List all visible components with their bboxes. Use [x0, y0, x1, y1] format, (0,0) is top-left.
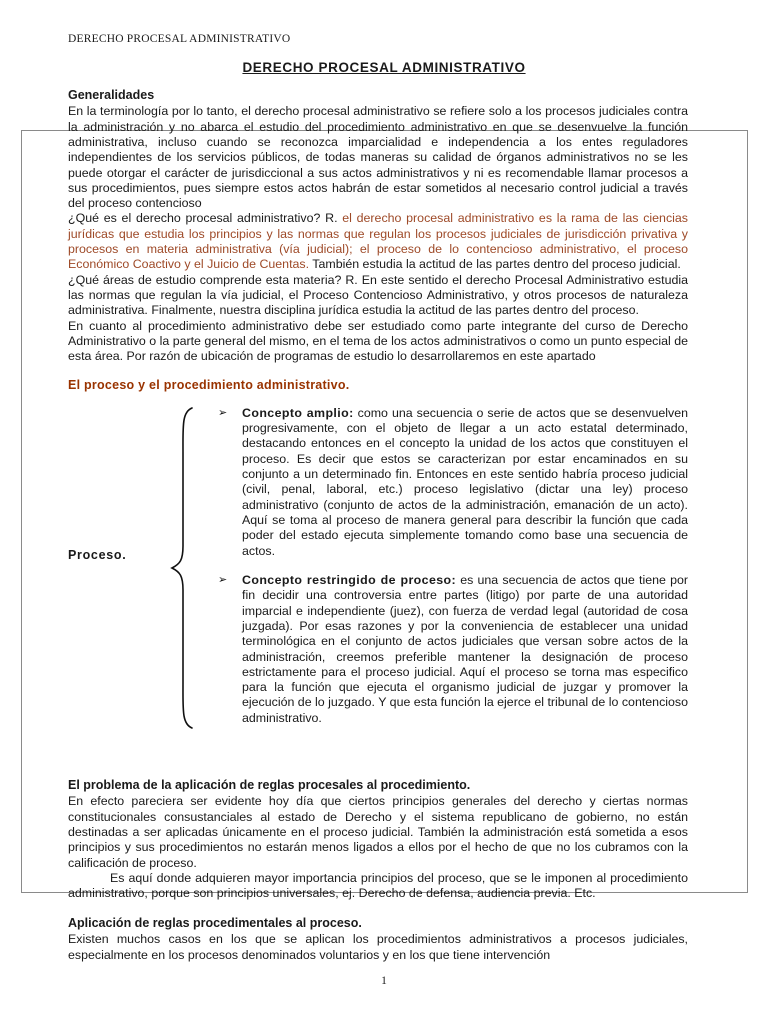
arrow-bullet-icon: ➢ [218, 572, 228, 586]
heading-generalidades: Generalidades [68, 88, 155, 102]
list-item [218, 573, 688, 726]
running-header: DERECHO PROCESAL ADMINISTRATIVO [68, 33, 291, 45]
list-item-term: Concepto restringido de proceso: [242, 572, 457, 587]
problema-section [68, 778, 688, 901]
proceso-definition-list [218, 406, 688, 726]
list-item [218, 406, 688, 559]
list-item-body: como una secuencia o serie de actos que se desenvuelven progresivamente, con el objeto de llegar a un acto estatal determinado, destacando entonces en el concepto la unidad de los actos que constituyen el proceso. Es decir que estos se caracterizan por estar encaminados en su conjunto a un determinado fin. Entonces en este sentido habría proceso judicial (civil, penal, laboral, etc.) proceso legislativo (dictar una ley) proceso administrativo (conjunto de actos de la administración, emanación de un acto). Aquí se toma al proceso de manera general para describir la función que cada poder del estado ejecuta simplemente tomando como base una secuencia de actos. [242, 405, 688, 558]
brace-label-proceso: Proceso. [68, 547, 127, 562]
question-1-answer-tail: También estudia la actitud de las partes dentro del proceso judicial. [309, 257, 681, 272]
arrow-bullet-icon: ➢ [218, 405, 228, 419]
list-item-term: Concepto amplio: [242, 405, 354, 420]
main-text-column [68, 88, 688, 730]
aplicacion-section [68, 916, 688, 963]
proceso-brace-block [68, 406, 688, 730]
list-item-content [242, 573, 688, 726]
paragraph-generalidades-2: En cuanto al procedimiento administrativo debe ser estudiado como parte integrante del curso de Derecho Administrativo o la parte general del mismo, en el tema de los actos administrativos o como un punto especial de esta área. Por razón de ubicación de programas de estudio lo desarrollaremos en este apartado [68, 318, 688, 364]
page-title: DERECHO PROCESAL ADMINISTRATIVO [242, 60, 526, 75]
page-number: 1 [381, 975, 387, 987]
question-1-answer-accent: el derecho procesal administrativo es la rama de las ciencias jurídicas que estudia los principios y las normas que regulan los procesos judiciales de jurisdicción privativa y procesos en materia administrativa (vía judicial); el proceso de lo contencioso administrativo, el proceso Económico Coactivo y el Juicio de Cuentas. [68, 211, 688, 272]
curly-brace-icon [168, 406, 196, 730]
heading-aplicacion-reglas: Aplicación de reglas procedimentales al proceso. [68, 916, 362, 930]
list-item-body: es una secuencia de actos que tiene por fin decidir una controversia entre partes (litigo) por parte de una autoridad imparcial e independiente (juez), con fuerza de verdad legal (autoridad de cosa juzgada). Por esas razones y por la conveniencia de establecer una unidad terminológica en el conjunto de actos judiciales que versan sobre actos de la administración, creemos preferible mantener la designación de proceso estrictamente para el proceso judicial. Aquí el proceso se torna mas especifico para la función que ejecuta el organismo judicial de juzgar y promover la ejecución de lo juzgado. Y que esta función la ejerce el tribunal de lo contencioso administrativo. [242, 572, 688, 725]
heading-problema-aplicacion: El problema de la aplicación de reglas procesales al procedimiento. [68, 778, 471, 792]
paragraph-aplicacion-1: Existen muchos casos en los que se aplican los procedimientos administrativos a procesos judiciales, especialmente en los procesos denominados voluntarios y en los que tiene intervención [68, 932, 688, 962]
paragraph-problema-2: Es aquí donde adquieren mayor importancia principios del proceso, que se le imponen al procedimiento administrativo, porque son principios universales, ej. Derecho de defensa, audiencia previa. Etc. [68, 870, 688, 901]
heading-proceso-procedimiento: El proceso y el procedimiento administrativo. [68, 377, 350, 392]
paragraph-problema-1: En efecto pareciera ser evidente hoy día que ciertos principios generales del derecho y ciertas normas constitucionales consustanciales al estado de Derecho y el sistema republicano de gobierno, no están destinadas a ser aplicadas únicamente en el proceso judicial. También la administración está sometida a esos principios y sus procedimientos no estarán menos ligados a ellos por el hecho de que no los cubramos con la calificación de proceso. [68, 794, 688, 870]
question-1-text: ¿Qué es el derecho procesal administrativo? R. [68, 211, 338, 226]
list-item-content [242, 406, 688, 559]
paragraph-generalidades-1: En la terminología por lo tanto, el derecho procesal administrativo se refiere solo a los procesos judiciales contra la administración y no abarca el estudio del procedimiento administrativo en que se desenvuelve la función administrativa, incluso cuando se reconozca imparcialidad e independencia a los entes reguladores independientes de los servicios públicos, de todas maneras su calidad de órganos administrativos no se les puede otorgar el carácter de jurisdiccional a sus actos administrativos y ni es recomendable llamar procesos a sus procedimientos, pues siempre estos actos habrán de estar sometidos al necesario control judicial a través del proceso contencioso [68, 104, 688, 211]
paragraph-question-1 [68, 211, 688, 272]
paragraph-question-2: ¿Qué áreas de estudio comprende esta materia? R. En este sentido el derecho Procesal Administrativo estudia las normas que regulan la vía judicial, el Proceso Contencioso Administrativo, y otros procesos de naturaleza administrativa. Finalmente, nuestra disciplina jurídica estudia la actitud de las partes dentro del proceso. [68, 272, 688, 318]
